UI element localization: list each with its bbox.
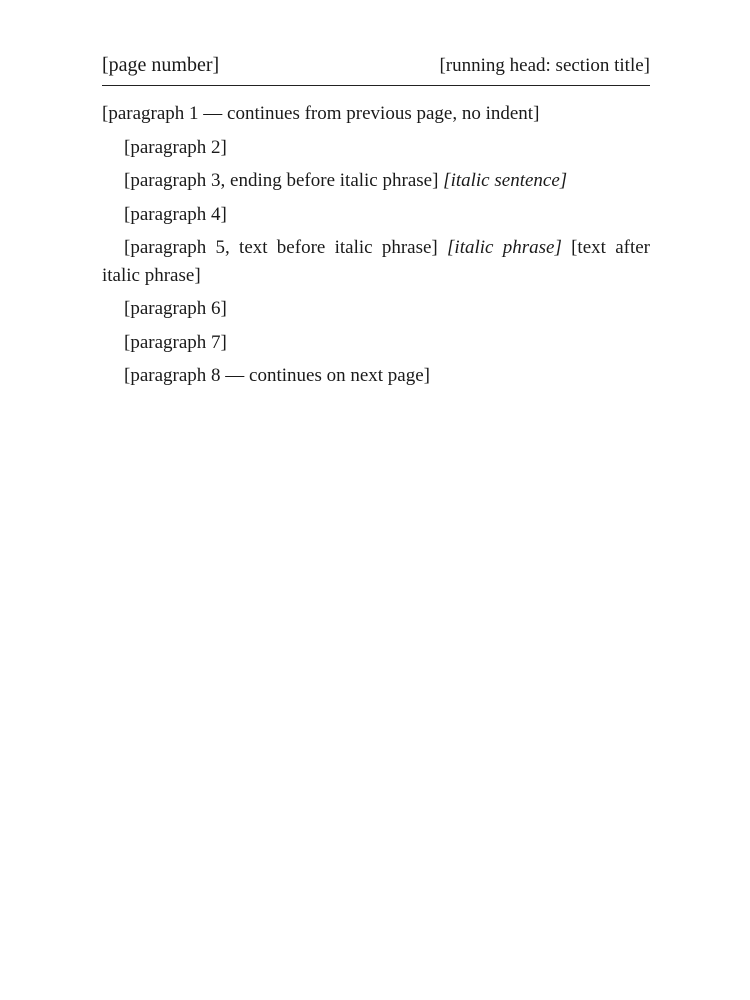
paragraph-text: [paragraph 2]	[124, 136, 227, 158]
paragraph	[102, 295, 650, 323]
paragraph	[102, 201, 650, 229]
paragraph	[102, 362, 650, 390]
emphasis-text: [italic phrase]	[447, 237, 562, 258]
paragraph	[102, 234, 650, 289]
paragraph-text: [paragraph 3, ending before italic phrase]	[124, 170, 439, 191]
paragraph-tail: [text after italic phrase]	[102, 237, 650, 286]
emphasis-text: [italic sentence]	[443, 170, 568, 191]
paragraph-text: [paragraph 1 — continues from previous page, no indent]	[102, 103, 540, 124]
book-page	[102, 52, 650, 396]
paragraph	[102, 167, 650, 195]
page-number: [page number]	[102, 54, 220, 76]
paragraph	[102, 329, 650, 357]
paragraph-text: [paragraph 4]	[124, 203, 227, 225]
paragraph-text: [paragraph 6]	[124, 298, 227, 319]
body-text	[102, 100, 650, 390]
paragraph	[102, 134, 650, 162]
paragraph-text: [paragraph 5, text before italic phrase]	[124, 237, 438, 258]
running-head	[102, 52, 650, 86]
paragraph	[102, 100, 650, 128]
paragraph-text: [paragraph 7]	[124, 331, 227, 353]
section-title: [running head: section title]	[439, 55, 650, 76]
paragraph-text: [paragraph 8 — continues on next page]	[124, 365, 431, 386]
